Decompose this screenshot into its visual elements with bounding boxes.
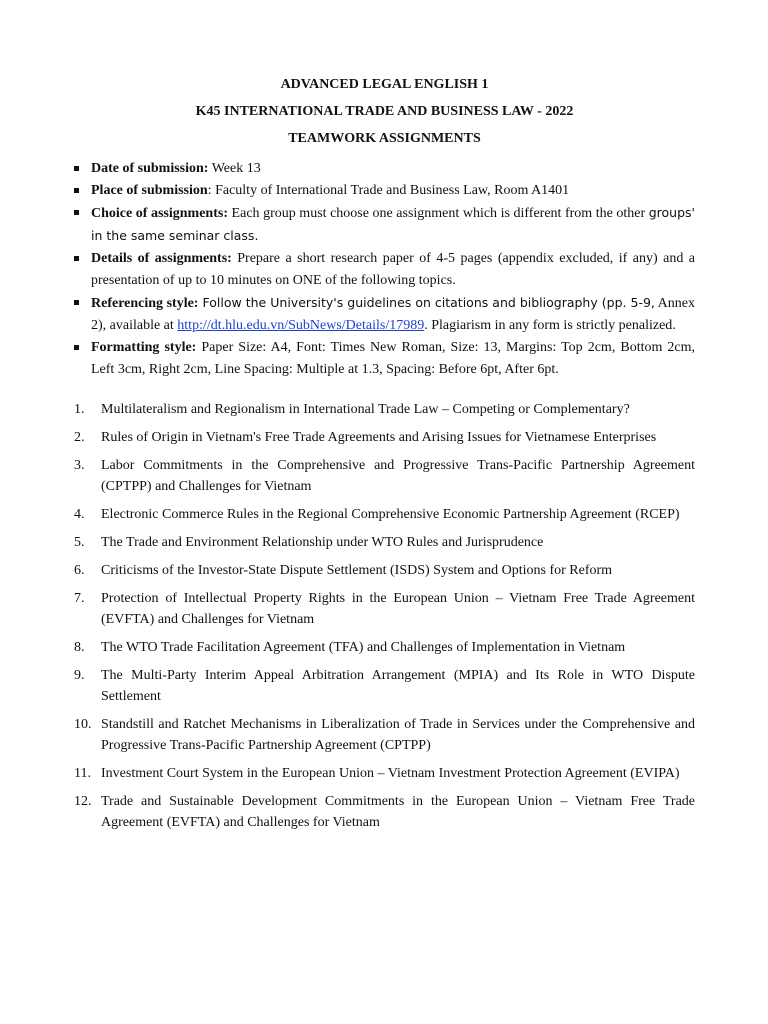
list-item [74,202,695,248]
topic-item [74,455,695,497]
topic-item [74,399,695,420]
topic-text: The Multi-Party Interim Appeal Arbitration Arrangement (MPIA) and Its Role in WTO Dispute Settlement [101,668,695,704]
topic-item [74,560,695,581]
choice-label: Choice of assignments: [91,206,228,221]
topic-text: Labor Commitments in the Comprehensive and Progressive Trans-Pacific Partnership Agreement (CPTPP) and Challenges for Vietnam [101,458,695,494]
topic-item [74,714,695,756]
referencing-plagiarism-note: . Plagiarism in any form is strictly penalized. [424,318,676,333]
topic-text: Criticisms of the Investor-State Dispute Settlement (ISDS) System and Options for Reform [101,563,613,578]
bullet-square-icon [74,345,79,350]
topic-number: 7. [74,591,85,606]
topic-number: 2. [74,430,85,445]
topic-text: Protection of Intellectual Property Rights in the European Union – Vietnam Free Trade Agreement (EVFTA) and Challenges for Vietnam [101,591,695,627]
topic-item [74,637,695,658]
topic-number: 6. [74,563,85,578]
topic-text: Multilateralism and Regionalism in International Trade Law – Competing or Complementary? [101,402,630,417]
topic-text: Trade and Sustainable Development Commitments in the European Union – Vietnam Free Trade Agreement (EVFTA) and Challenges for Vietnam [101,794,695,830]
submission-place-value: : Faculty of International Trade and Business Law, Room A1401 [207,183,570,198]
topic-number: 12. [74,794,92,809]
topic-text: Rules of Origin in Vietnam's Free Trade Agreements and Arising Issues for Vietnamese Enterprises [101,430,657,445]
topic-item [74,763,695,784]
referencing-value-continued: Annex 2), available at [91,296,695,333]
topic-item [74,532,695,553]
formatting-value: Paper Size: A4, Font: Times New Roman, Size: 13, Margins: Top 2cm, Bottom 2cm, Left 3cm, Right 2cm, Line Spacing: Multiple at 1.3, Spacing: Before 6pt, After 6pt. [91,340,695,377]
bullet-square-icon [74,300,79,305]
course-subtitle: K45 INTERNATIONAL TRADE AND BUSINESS LAW - 2022 [195,104,574,119]
details-value: Prepare a short research paper of 4-5 pages (appendix excluded, if any) and a presentation of up to 10 minutes on ONE of the following topics. [91,251,696,288]
topic-item [74,791,695,833]
topic-text: The WTO Trade Facilitation Agreement (TFA) and Challenges of Implementation in Vietnam [101,640,626,655]
bullet-square-icon [74,256,79,261]
topic-item [74,427,695,448]
course-title: ADVANCED LEGAL ENGLISH 1 [280,77,489,92]
list-item [74,248,695,292]
details-label: Details of assignments: [91,251,232,266]
bullet-square-icon [74,166,79,171]
topic-text: Standstill and Ratchet Mechanisms in Liberalization of Trade in Services under the Comprehensive and Progressive Trans-Pacific Partnership Agreement (CPTPP) [101,717,695,753]
topic-number: 1. [74,402,85,417]
topic-item [74,588,695,630]
topic-number: 8. [74,640,85,655]
topic-number: 5. [74,535,85,550]
list-item [74,292,695,337]
bullet-square-icon [74,188,79,193]
list-item [74,158,695,180]
submission-date-label: Date of submission: [91,161,209,176]
topic-item [74,665,695,707]
guidelines-link[interactable]: http://dt.hlu.edu.vn/SubNews/Details/17989 [177,318,425,333]
referencing-value: Follow the University's guidelines on citations and bibliography (pp. 5-9, [198,295,655,310]
choice-value-continued: groups' in the same seminar class. [91,205,695,243]
formatting-label: Formatting style: [91,340,197,355]
assignment-heading: TEAMWORK ASSIGNMENTS [288,131,481,146]
topic-number: 10. [74,717,92,732]
topic-number: 11. [74,766,91,781]
topic-text: The Trade and Environment Relationship under WTO Rules and Jurisprudence [101,535,544,550]
topics-list [74,399,695,833]
topic-text: Investment Court System in the European Union – Vietnam Investment Protection Agreement (EVIPA) [101,766,680,781]
list-item [74,337,695,381]
topic-number: 3. [74,458,85,473]
bullet-square-icon [74,210,79,215]
topic-item [74,504,695,525]
topic-number: 4. [74,507,85,522]
choice-value: Each group must choose one assignment which is different from the other [228,206,649,221]
topic-text: Electronic Commerce Rules in the Regional Comprehensive Economic Partnership Agreement (RCEP) [101,507,680,522]
submission-place-label: Place of submission [91,183,208,198]
submission-date-value: Week 13 [208,161,261,176]
referencing-label: Referencing style: [91,296,199,311]
topic-number: 9. [74,668,85,683]
assignment-details-list [74,158,695,381]
list-item [74,180,695,202]
